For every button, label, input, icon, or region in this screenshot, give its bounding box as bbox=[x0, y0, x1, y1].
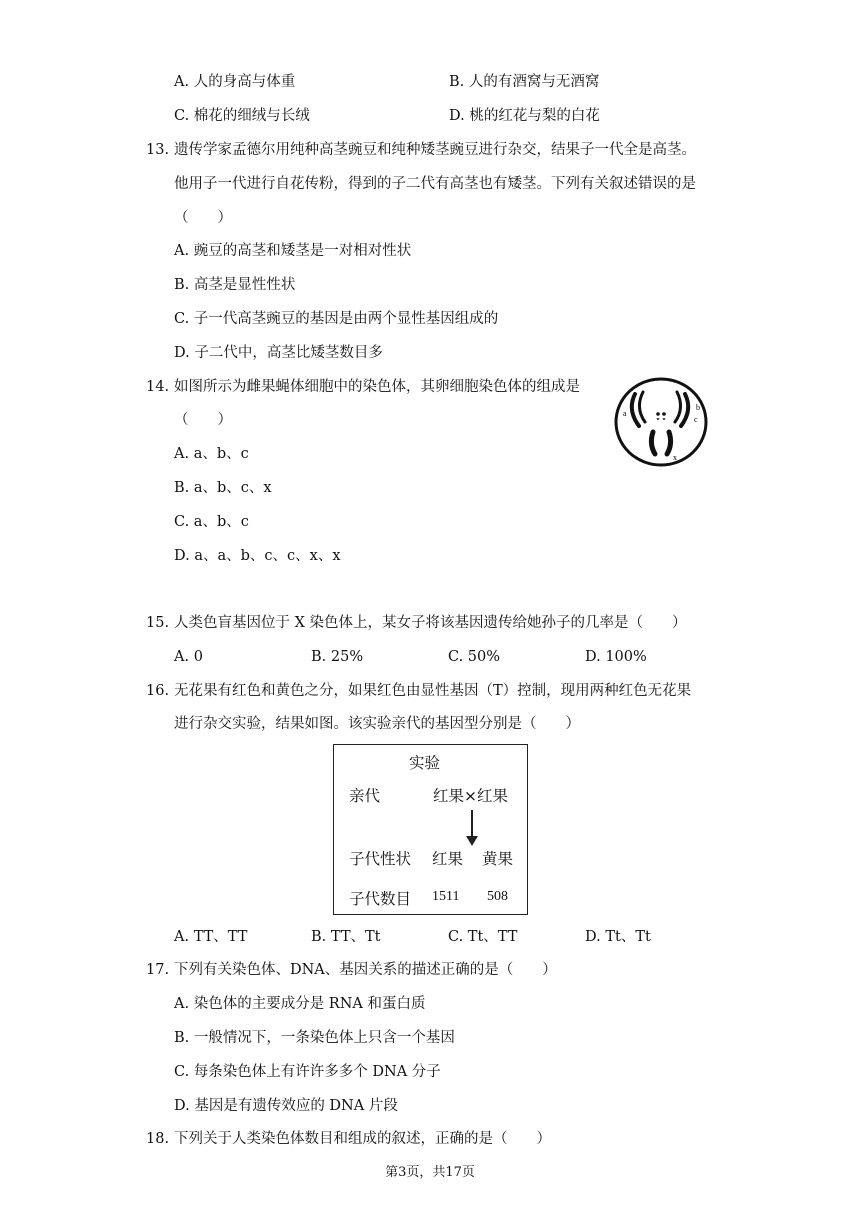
q15-number: 15. bbox=[146, 615, 170, 631]
q14-option-b: B. a、b、c、x bbox=[174, 480, 272, 496]
q13-number: 13. bbox=[146, 142, 170, 158]
q12-option-a: A. 人的身高与体重 bbox=[174, 74, 296, 90]
q16-stem-line1: 无花果有红色和黄色之分，如果红色由显性基因（T）控制，现用两种红色无花果 bbox=[174, 683, 692, 699]
offspring-count-label: 子代数目 bbox=[349, 890, 412, 908]
q17-number: 17. bbox=[146, 962, 170, 978]
label-c: c bbox=[694, 415, 698, 424]
q15-option-a: A. 0 bbox=[174, 649, 203, 665]
q14-option-c: C. a、b、c bbox=[174, 514, 249, 530]
q13-stem-line2: 他用子一代进行自花传粉，得到的子二代有高茎也有矮茎。下列有关叙述错误的是 bbox=[174, 176, 696, 192]
q13-option-d: D. 子二代中，高茎比矮茎数目多 bbox=[174, 345, 383, 361]
experiment-table bbox=[333, 744, 528, 915]
label-a-left: a bbox=[623, 409, 627, 418]
experiment-title: 实验 bbox=[409, 754, 441, 772]
q14-option-d: D. a、a、b、c、c、x、x bbox=[174, 548, 341, 564]
q17-option-b: B. 一般情况下，一条染色体上只含一个基因 bbox=[174, 1030, 455, 1046]
q13-option-a: A. 豌豆的高茎和矮茎是一对相对性状 bbox=[174, 243, 412, 259]
q15-option-b: B. 25% bbox=[311, 649, 364, 665]
q16-option-d: D. Tt、Tt bbox=[585, 929, 651, 945]
q16-stem-line2: 进行杂交实验，结果如图。该实验亲代的基因型分别是（ ） bbox=[174, 716, 580, 732]
parent-label: 亲代 bbox=[349, 787, 381, 805]
fruit-fly-chromosome-figure bbox=[613, 376, 709, 468]
offspring-count-yellow: 508 bbox=[487, 889, 508, 904]
offspring-trait-label: 子代性状 bbox=[349, 850, 412, 868]
q15-option-d: D. 100% bbox=[585, 649, 647, 665]
q16-option-a: A. TT、TT bbox=[174, 929, 248, 945]
q13-option-b: B. 高茎是显性性状 bbox=[174, 277, 296, 293]
q15-option-c: C. 50% bbox=[448, 649, 501, 665]
parent-value: 红果×红果 bbox=[433, 787, 508, 805]
q17-option-c: C. 每条染色体上有许许多多个 DNA 分子 bbox=[174, 1064, 441, 1080]
q14-stem-line1: 如图所示为雌果蝇体细胞中的染色体，其卵细胞染色体的组成是 bbox=[174, 379, 580, 395]
q16-option-b: B. TT、Tt bbox=[311, 929, 381, 945]
label-b: b bbox=[696, 403, 700, 412]
cross-arrow-head bbox=[466, 836, 478, 846]
q12-option-b: B. 人的有酒窝与无酒窝 bbox=[449, 74, 600, 90]
offspring-trait-red: 红果 bbox=[432, 850, 464, 868]
q17-stem-line1: 下列有关染色体、DNA、基因关系的描述正确的是（ ） bbox=[174, 962, 557, 978]
q15-stem-line1: 人类色盲基因位于 X 染色体上，某女子将该基因遗传给她孙子的几率是（ ） bbox=[174, 615, 687, 631]
q14-number: 14. bbox=[146, 379, 170, 395]
offspring-trait-yellow: 黄果 bbox=[482, 850, 514, 868]
q14-answer-paren: （ ） bbox=[174, 412, 232, 428]
q12-option-d: D. 桃的红花与梨的白花 bbox=[449, 108, 600, 124]
q17-option-d: D. 基因是有遗传效应的 DNA 片段 bbox=[174, 1098, 398, 1114]
q16-number: 16. bbox=[146, 683, 170, 699]
q13-stem-line1: 遗传学家孟德尔用纯种高茎豌豆和纯种矮茎豌豆进行杂交，结果子一代全是高茎。 bbox=[174, 142, 696, 158]
q18-stem-line1: 下列关于人类染色体数目和组成的叙述，正确的是（ ） bbox=[174, 1131, 551, 1147]
q13-answer-paren: （ ） bbox=[174, 210, 232, 226]
q14-option-a: A. a、b、c bbox=[174, 446, 249, 462]
q12-option-c: C. 棉花的细绒与长绒 bbox=[174, 108, 310, 124]
q16-option-c: C. Tt、TT bbox=[448, 929, 518, 945]
label-x: x bbox=[673, 453, 677, 462]
page-footer: 第3页，共17页 bbox=[385, 1165, 475, 1180]
q13-option-c: C. 子一代高茎豌豆的基因是由两个显性基因组成的 bbox=[174, 311, 499, 327]
q17-option-a: A. 染色体的主要成分是 RNA 和蛋白质 bbox=[174, 996, 426, 1012]
q18-number: 18. bbox=[146, 1131, 170, 1147]
offspring-count-red: 1511 bbox=[432, 889, 460, 904]
